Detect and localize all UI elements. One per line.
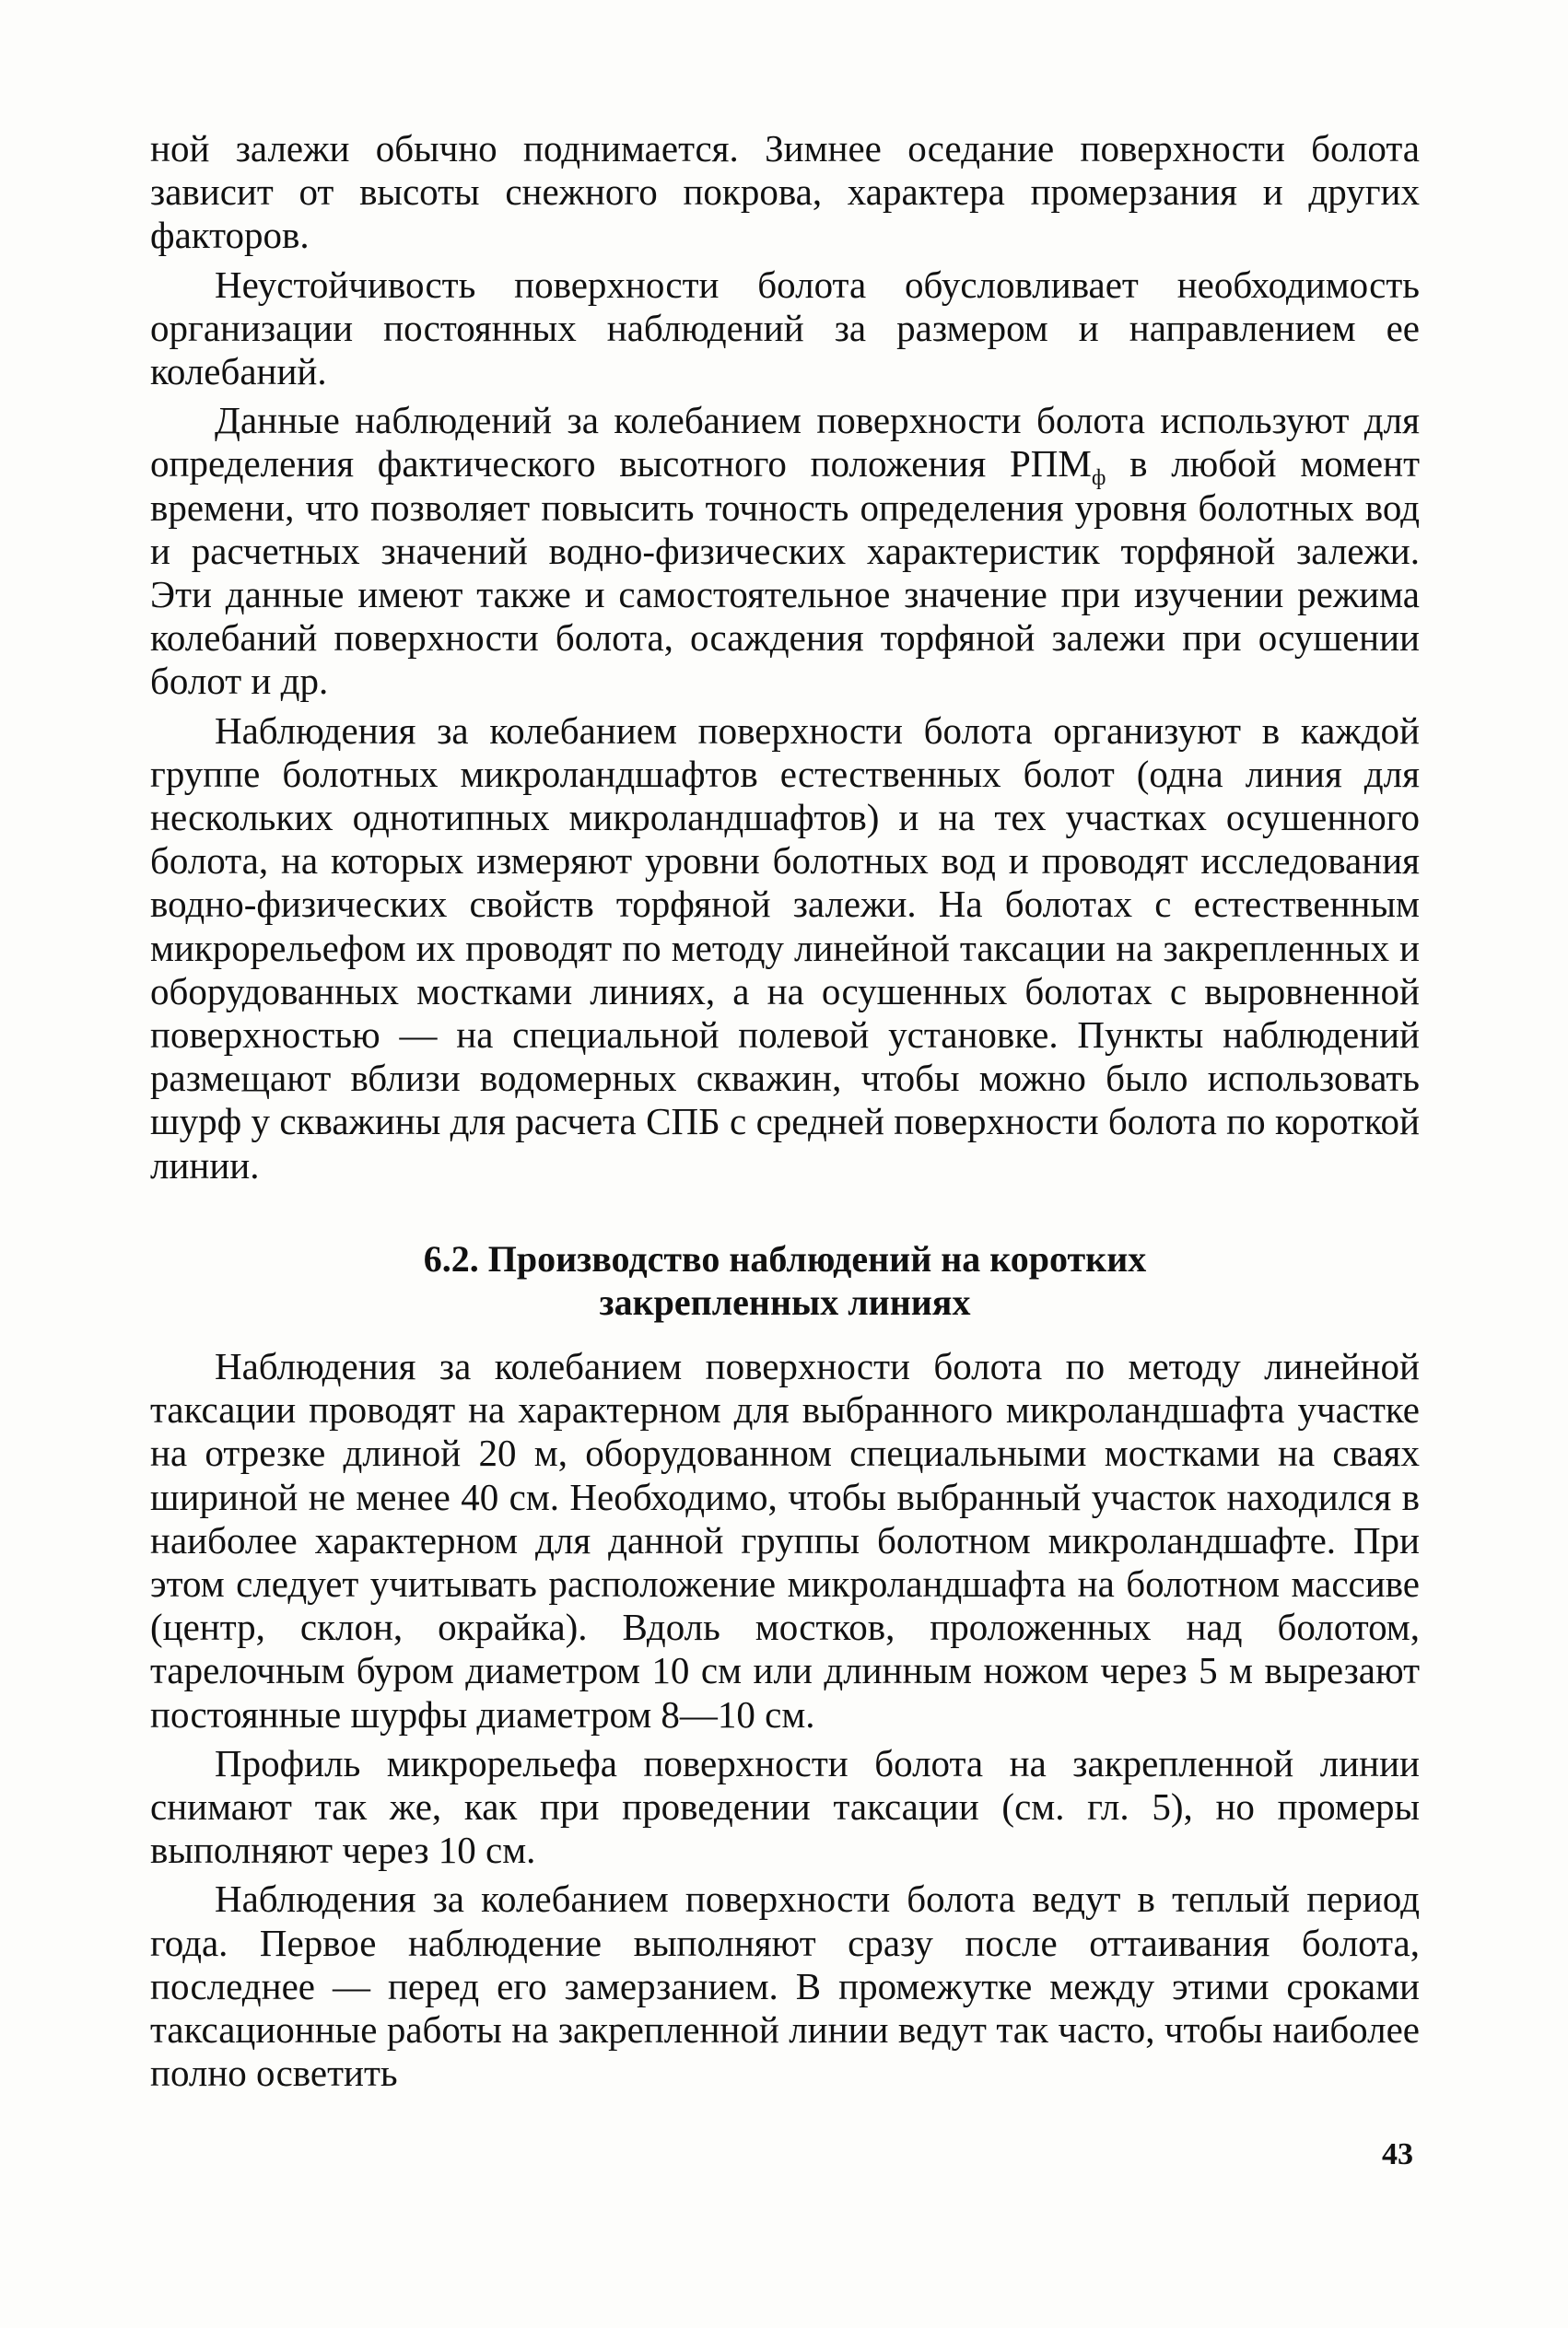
paragraph-rpm-text: Данные наблюдений за колебанием поверхности болота используют для определения фактического высотного положения РПМ [150,399,1420,485]
body-text-bottom [150,1345,1420,2100]
section-heading [150,1237,1420,1324]
paragraph: Наблюдения за колебанием поверхности болота ведут в теплый период года. Первое наблюдение выполняют сразу после оттаивания болота, последнее — перед его замерзанием. В промежутке между этими сроками таксационные работы на закрепленной линии ведут так часто, чтобы наиболее полно осветить [150,1878,1420,2095]
page-number: 43 [1382,2137,1413,2171]
paragraph: Наблюдения за колебанием поверхности болота организуют в каждой группе болотных микроландшафтов естественных болот (одна линия для нескольких однотипных микроландшафтов) и на тех участках осушенного болота, на которых измеряют уровни болотных вод и проводят исследования водно-физических свойств торфяной залежи. На болотах с естественным микрорельефом их проводят по методу линейной таксации на закрепленных и оборудованных мостками линиях, а на осушенных болотах с выровненной поверхностью — на специальной полевой установке. Пункты наблюдений размещают вблизи водомерных скважин, чтобы можно было использовать шурф у скважины для расчета СПБ с средней поверхности болота по короткой линии. [150,708,1420,1187]
paragraph: Наблюдения за колебанием поверхности болота по методу линейной таксации проводят на характерном для выбранного микроландшафта участке на отрезке длиной 20 м, оборудованном специальными мостками на сваях шириной не менее 40 см. Необходимо, чтобы выбранный участок находился в наиболее характерном для данной группы болотном микроландшафте. При этом следует учитывать расположение микроландшафта на болотном массиве (центр, склон, окрайка). Вдоль мостков, проложенных над болотом, тарелочным буром диаметром 10 см или длинным ножом через 5 м вырезают постоянные шурфы диаметром 8—10 см. [150,1345,1420,1736]
paragraph: Профиль микрорельефа поверхности болота на закрепленной линии снимают так же, как при проведении таксации (см. гл. 5), но промеры выполняют через 10 см. [150,1741,1420,1872]
paragraph-rpm [150,399,1420,703]
section-heading-line1: 6.2. Производство наблюдений на коротких [423,1238,1147,1280]
body-text-top [150,127,1420,1193]
paragraph-rpm-continuation: в любой момент времени, что позволяет повысить точность определения уровня болотных вод и расчетных значений водно-физических характеристик торфяной залежи. Эти данные имеют также и самостоятельное значение при изучении режима колебаний поверхности болота, осаждения торфяной залежи при осушении болот и др. [150,442,1420,703]
paragraph: Неустойчивость поверхности болота обусловливает необходимость организации постоянных наблюдений за размером и направлением ее колебаний. [150,263,1420,393]
rpm-subscript: ф [1091,466,1106,491]
section-heading-line2: закрепленных линиях [599,1281,971,1323]
paragraph-continuation: ной залежи обычно поднимается. Зимнее оседание поверхности болота зависит от высоты снежного покрова, характера промерзания и других факторов. [150,127,1420,257]
